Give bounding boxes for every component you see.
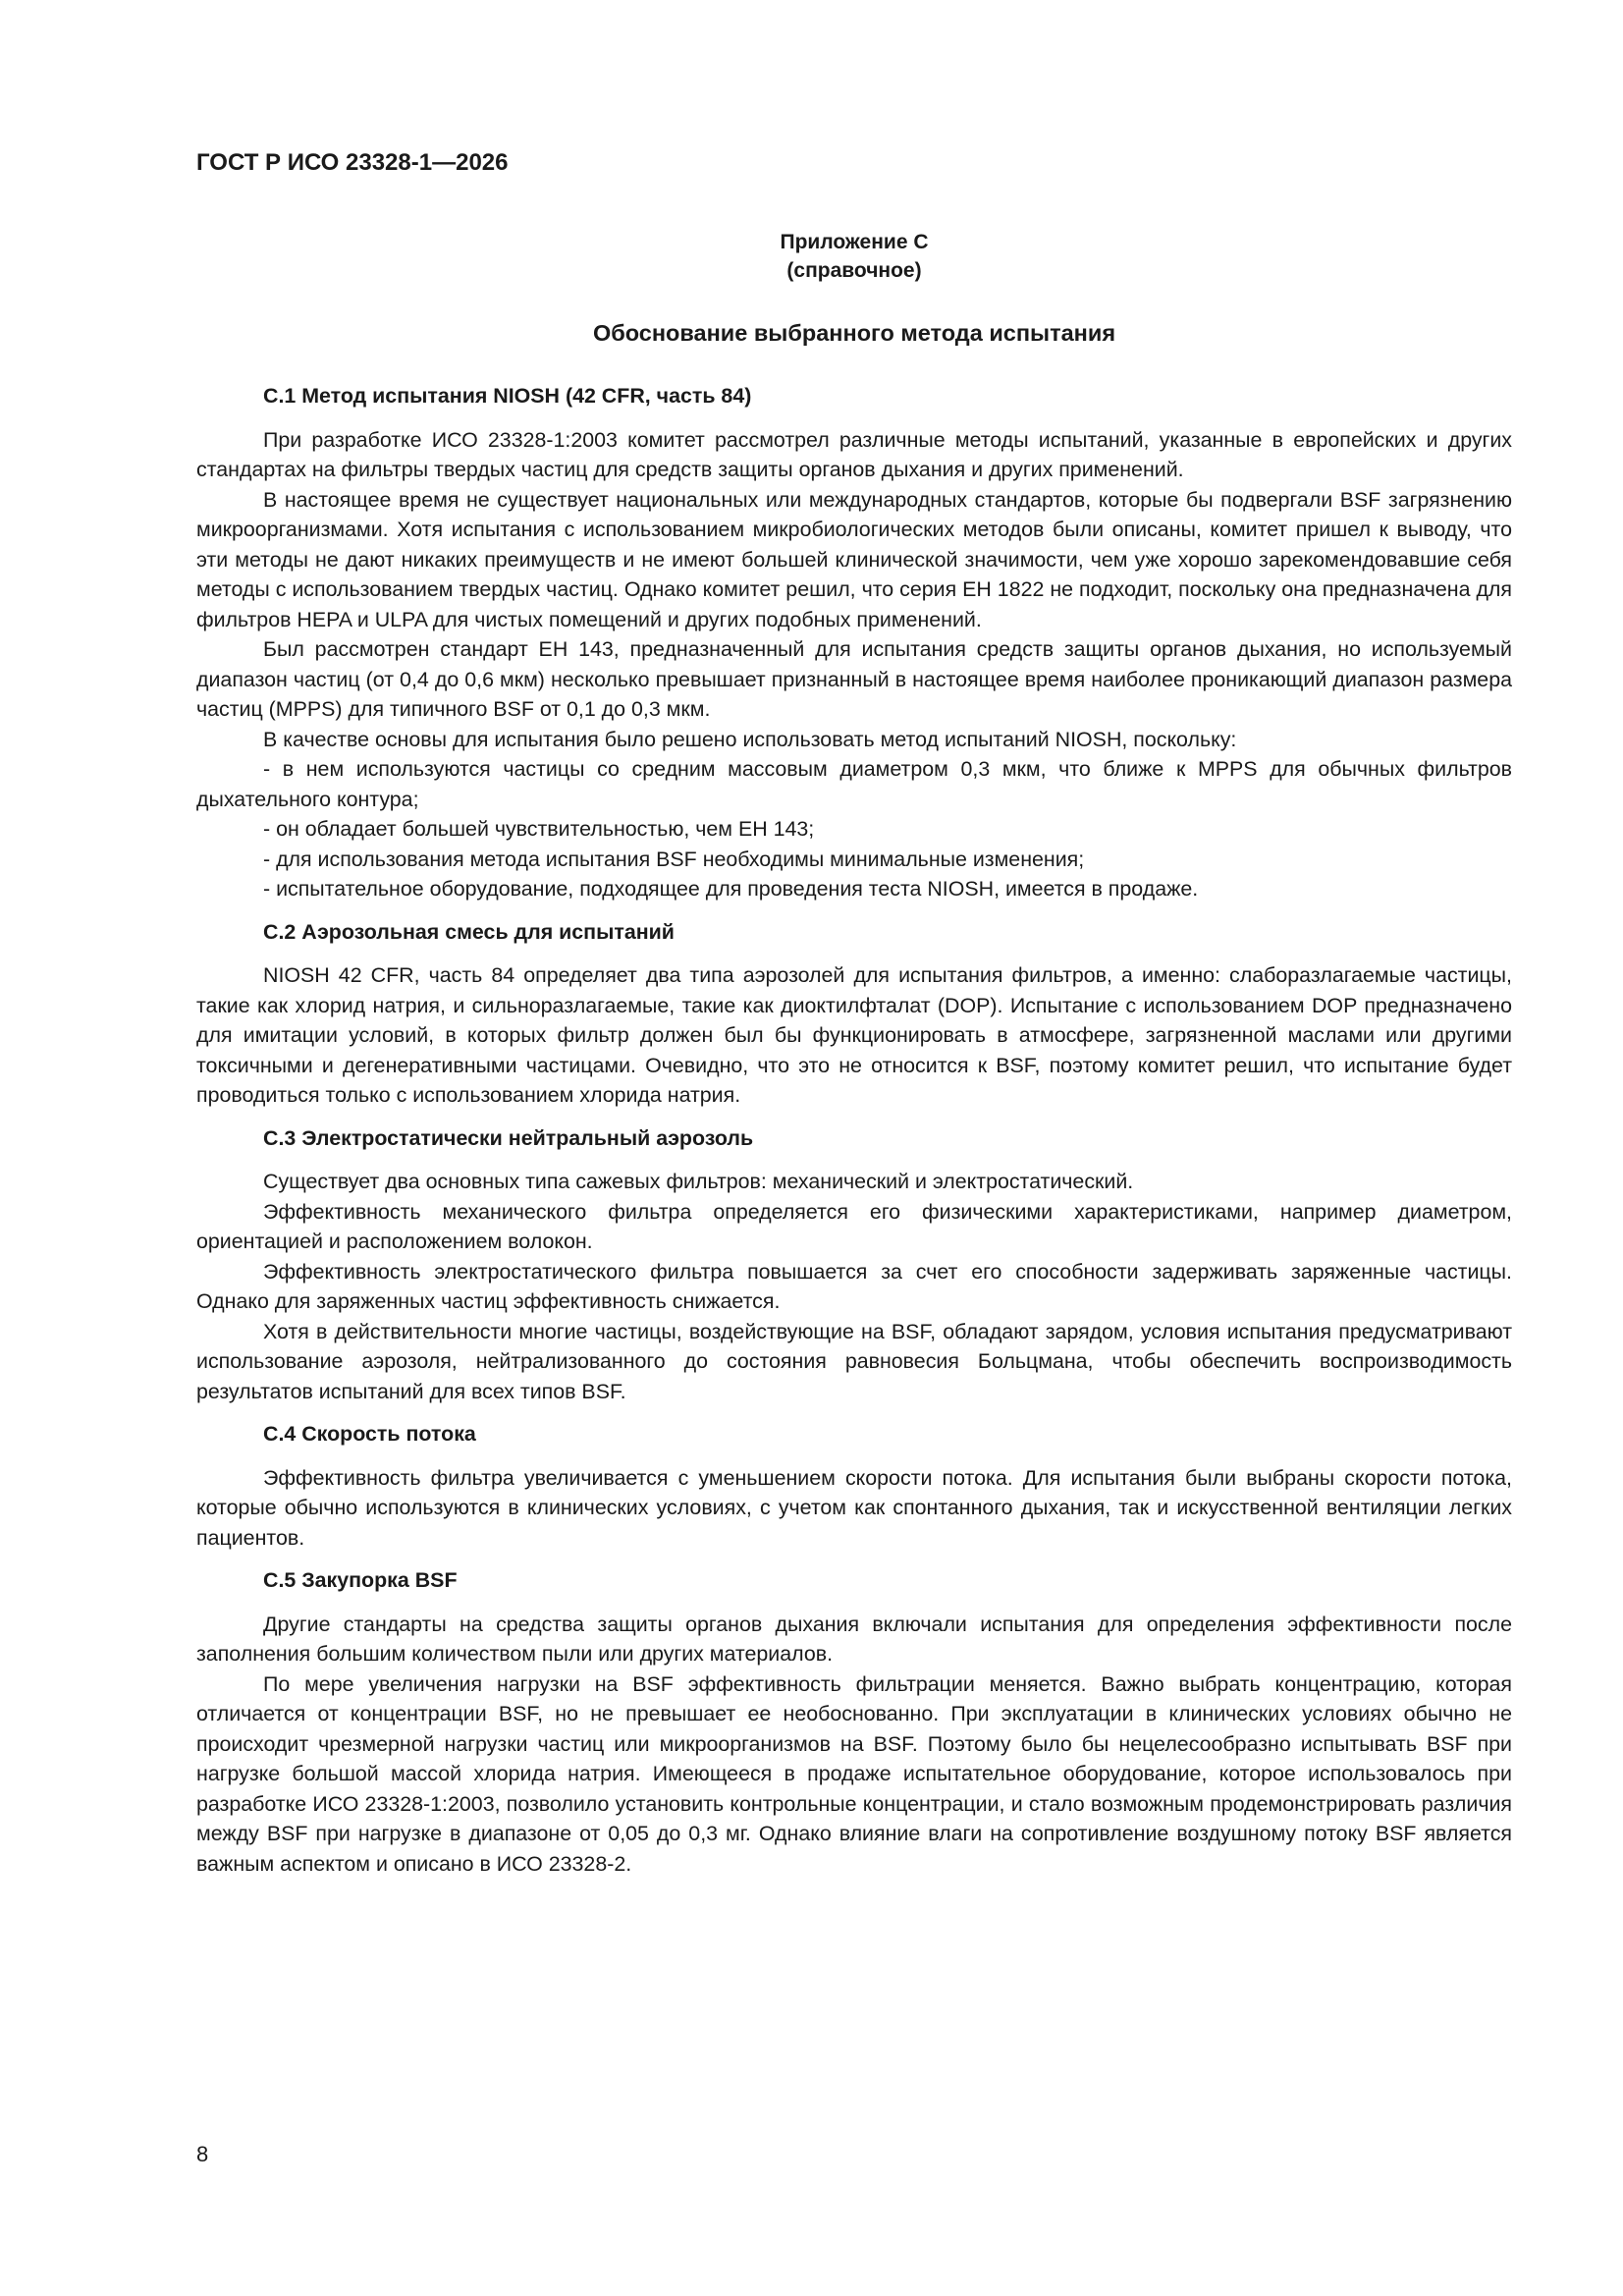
section-heading: С.3 Электростатически нейтральный аэрозоль: [263, 1125, 754, 1150]
paragraph: Эффективность электростатического фильтра повышается за счет его способности задерживать заряженные частицы. Однако для заряженных частиц эффективность снижается.: [196, 1259, 1512, 1313]
section-heading: С.5 Закупорка BSF: [263, 1568, 458, 1592]
paragraph: NIOSH 42 CFR, часть 84 определяет два типа аэрозолей для испытания фильтров, а именно: слаборазлагаемые частицы, такие как хлорид натрия, и сильноразлагаемые, такие как диоктилфталат (DOP). Испытание с использованием DOP предназначено для имитации условий, в которых фильтр должен был бы функционировать в атмосфере, загрязненной маслами или другими токсичными и дегенеративными частицами. Очевидно, что это не относится к BSF, поэтому комитет решил, что испытание будет проводиться только с использованием хлорида натрия.: [196, 963, 1512, 1107]
section-c5: [196, 1565, 1512, 1879]
paragraph: Был рассмотрен стандарт ЕН 143, предназначенный для испытания средств защиты органов дыхания, но используемый диапазон частиц (от 0,4 до 0,6 мкм) несколько превышает признанный в настоящее время наиболее проникающий диапазон размера частиц (MPPS) для типичного BSF от 0,1 до 0,3 мкм.: [196, 637, 1512, 721]
paragraph: В качестве основы для испытания было решено использовать метод испытаний NIOSH, поскольку:: [263, 727, 1237, 751]
appendix-label: Приложение С: [780, 231, 929, 253]
section-c2: [196, 917, 1512, 1111]
list-item: - в нем используются частицы со средним массовым диаметром 0,3 мкм, что ближе к MPPS для обычных фильтров дыхательного контура;: [196, 757, 1512, 811]
document-code: ГОСТ Р ИСО 23328-1—2026: [196, 149, 509, 176]
paragraph: Хотя в действительности многие частицы, воздействующие на BSF, обладают зарядом, условия испытания предусматривают использование аэрозоля, нейтрализованного до состояния равновесия Больцмана, чтобы обеспечить воспроизводимость результатов испытаний для всех типов BSF.: [196, 1319, 1512, 1403]
section-c1: [196, 381, 1512, 904]
paragraph: При разработке ИСО 23328-1:2003 комитет рассмотрел различные методы испытаний, указанные в европейских и других стандартах на фильтры твердых частиц для средств защиты органов дыхания и других применений.: [196, 427, 1512, 481]
list-item: - испытательное оборудование, подходящее для проведения теста NIOSH, имеется в продаже.: [263, 877, 1199, 901]
list-item: - он обладает большей чувствительностью, чем ЕН 143;: [263, 817, 815, 841]
section-heading: С.2 Аэрозольная смесь для испытаний: [263, 919, 675, 944]
appendix-type: (справочное): [786, 259, 922, 282]
paragraph: В настоящее время не существует национальных или международных стандартов, которые бы подвергали BSF загрязнению микроорганизмами. Хотя испытания с использованием микробиологических методов были описаны, комитет пришел к выводу, что эти методы не дают никаких преимуществ и не имеют большей клинической значимости, чем уже хорошо зарекомендовавшие себя методы с использованием твердых частиц. Однако комитет решил, что серия ЕН 1822 не подходит, поскольку она предназначена для фильтров HEPA и ULPA для чистых помещений и других подобных применений.: [196, 487, 1512, 631]
page-number: 8: [196, 2142, 209, 2166]
section-heading: С.1 Метод испытания NIOSH (42 CFR, часть 84): [263, 384, 752, 408]
list-item: - для использования метода испытания BSF необходимы минимальные изменения;: [263, 847, 1085, 871]
paragraph: Эффективность фильтра увеличивается с уменьшением скорости потока. Для испытания были выбраны скорости потока, которые обычно используются в клинических условиях, с учетом как спонтанного дыхания, так и искусственной вентиляции легких пациентов.: [196, 1465, 1512, 1550]
appendix-title: Обоснование выбранного метода испытания: [592, 320, 1116, 346]
paragraph: Эффективность механического фильтра определяется его физическими характеристиками, например диаметром, ориентацией и расположением волокон.: [196, 1199, 1512, 1253]
document-body: [196, 381, 1512, 1891]
section-heading: С.4 Скорость потока: [263, 1422, 476, 1446]
section-c3: [196, 1123, 1512, 1407]
appendix-heading: [196, 228, 1512, 285]
paragraph: Другие стандарты на средства защиты органов дыхания включали испытания для определения эффективности после заполнения большим количеством пыли или других материалов.: [196, 1612, 1512, 1666]
section-c4: [196, 1419, 1512, 1553]
paragraph: Существует два основных типа сажевых фильтров: механический и электростатический.: [263, 1170, 1134, 1193]
paragraph: По мере увеличения нагрузки на BSF эффективность фильтрации меняется. Важно выбрать концентрацию, которая отличается от концентрации BSF, но не превышает ее необоснованно. При эксплуатации в клинических условиях обычно не происходит чрезмерной нагрузки частиц или микроорганизмов на BSF. Поэтому было бы нецелесообразно испытывать BSF при нагрузке большой массой хлорида натрия. Имеющееся в продаже испытательное оборудование, которое использовалось при разработке ИСО 23328-1:2003, позволило установить контрольные концентрации, и стало возможным продемонстрировать различия между BSF при нагрузке в диапазоне от 0,05 до 0,3 мг. Однако влияние влаги на сопротивление воздушному потоку BSF является важным аспектом и описано в ИСО 23328-2.: [196, 1671, 1512, 1876]
